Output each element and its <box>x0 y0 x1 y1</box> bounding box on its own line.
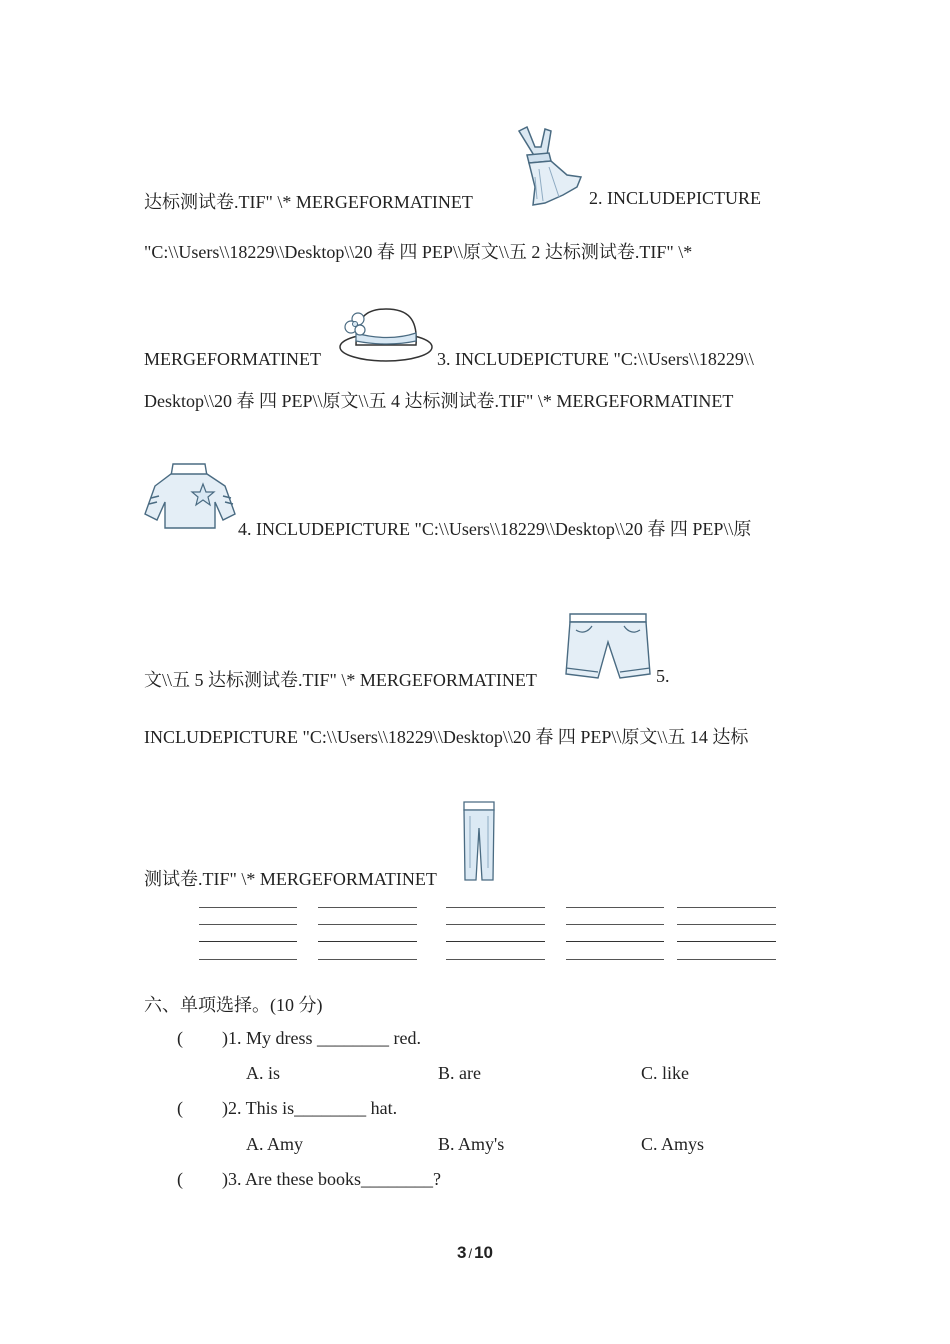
question-1-option-c[interactable]: C. like <box>641 1063 689 1083</box>
body-line-9: 5. <box>656 666 670 686</box>
body-line-10: INCLUDEPICTURE "C:\\Users\\18229\\Desktop\\20 春 四 PEP\\原文\\五 14 达标 <box>144 727 749 747</box>
question-1-option-b[interactable]: B. are <box>438 1063 481 1083</box>
body-line-7: 4. INCLUDEPICTURE "C:\\Users\\18229\\Desktop\\20 春 四 PEP\\原 <box>238 519 752 539</box>
section-title: 六、单项选择。(10 分) <box>144 995 323 1015</box>
jeans-icon <box>460 798 498 889</box>
page-separator: / <box>468 1246 473 1261</box>
page-total: 10 <box>474 1243 493 1262</box>
sweater-icon <box>143 458 237 539</box>
question-1-stem: )1. My dress ________ red. <box>222 1028 421 1048</box>
body-line-8: 文\\五 5 达标测试卷.TIF" \* MERGEFORMATINET <box>144 670 537 690</box>
question-2-option-b[interactable]: B. Amy's <box>438 1134 505 1154</box>
question-2-option-c[interactable]: C. Amys <box>641 1134 705 1154</box>
shorts-icon <box>564 608 652 691</box>
body-line-5: 3. INCLUDEPICTURE "C:\\Users\\18229\\ <box>437 349 754 369</box>
body-line-3: "C:\\Users\\18229\\Desktop\\20 春 四 PEP\\原文\\五 2 达标测试卷.TIF" \* <box>144 242 693 262</box>
body-line-4: MERGEFORMATINET <box>144 349 322 369</box>
question-3-paren[interactable]: ( <box>177 1169 183 1189</box>
hat-icon <box>336 305 436 368</box>
question-2-option-a[interactable]: A. Amy <box>246 1134 304 1154</box>
question-3-stem: )3. Are these books________? <box>222 1169 441 1189</box>
question-2-paren[interactable]: ( <box>177 1098 183 1118</box>
body-line-11: 测试卷.TIF" \* MERGEFORMATINET <box>144 869 437 889</box>
dress-icon <box>505 125 585 212</box>
question-1-paren[interactable]: ( <box>177 1028 183 1048</box>
page-number <box>0 1243 950 1263</box>
page-current: 3 <box>456 1243 467 1262</box>
body-line-6: Desktop\\20 春 四 PEP\\原文\\五 4 达标测试卷.TIF" \* MERGEFORMATINET <box>144 391 734 411</box>
question-2-stem: )2. This is________ hat. <box>222 1098 398 1118</box>
body-line-2: 2. INCLUDEPICTURE <box>589 188 761 208</box>
body-line-1: 达标测试卷.TIF" \* MERGEFORMATINET <box>144 192 473 212</box>
question-1-option-a[interactable]: A. is <box>246 1063 281 1083</box>
